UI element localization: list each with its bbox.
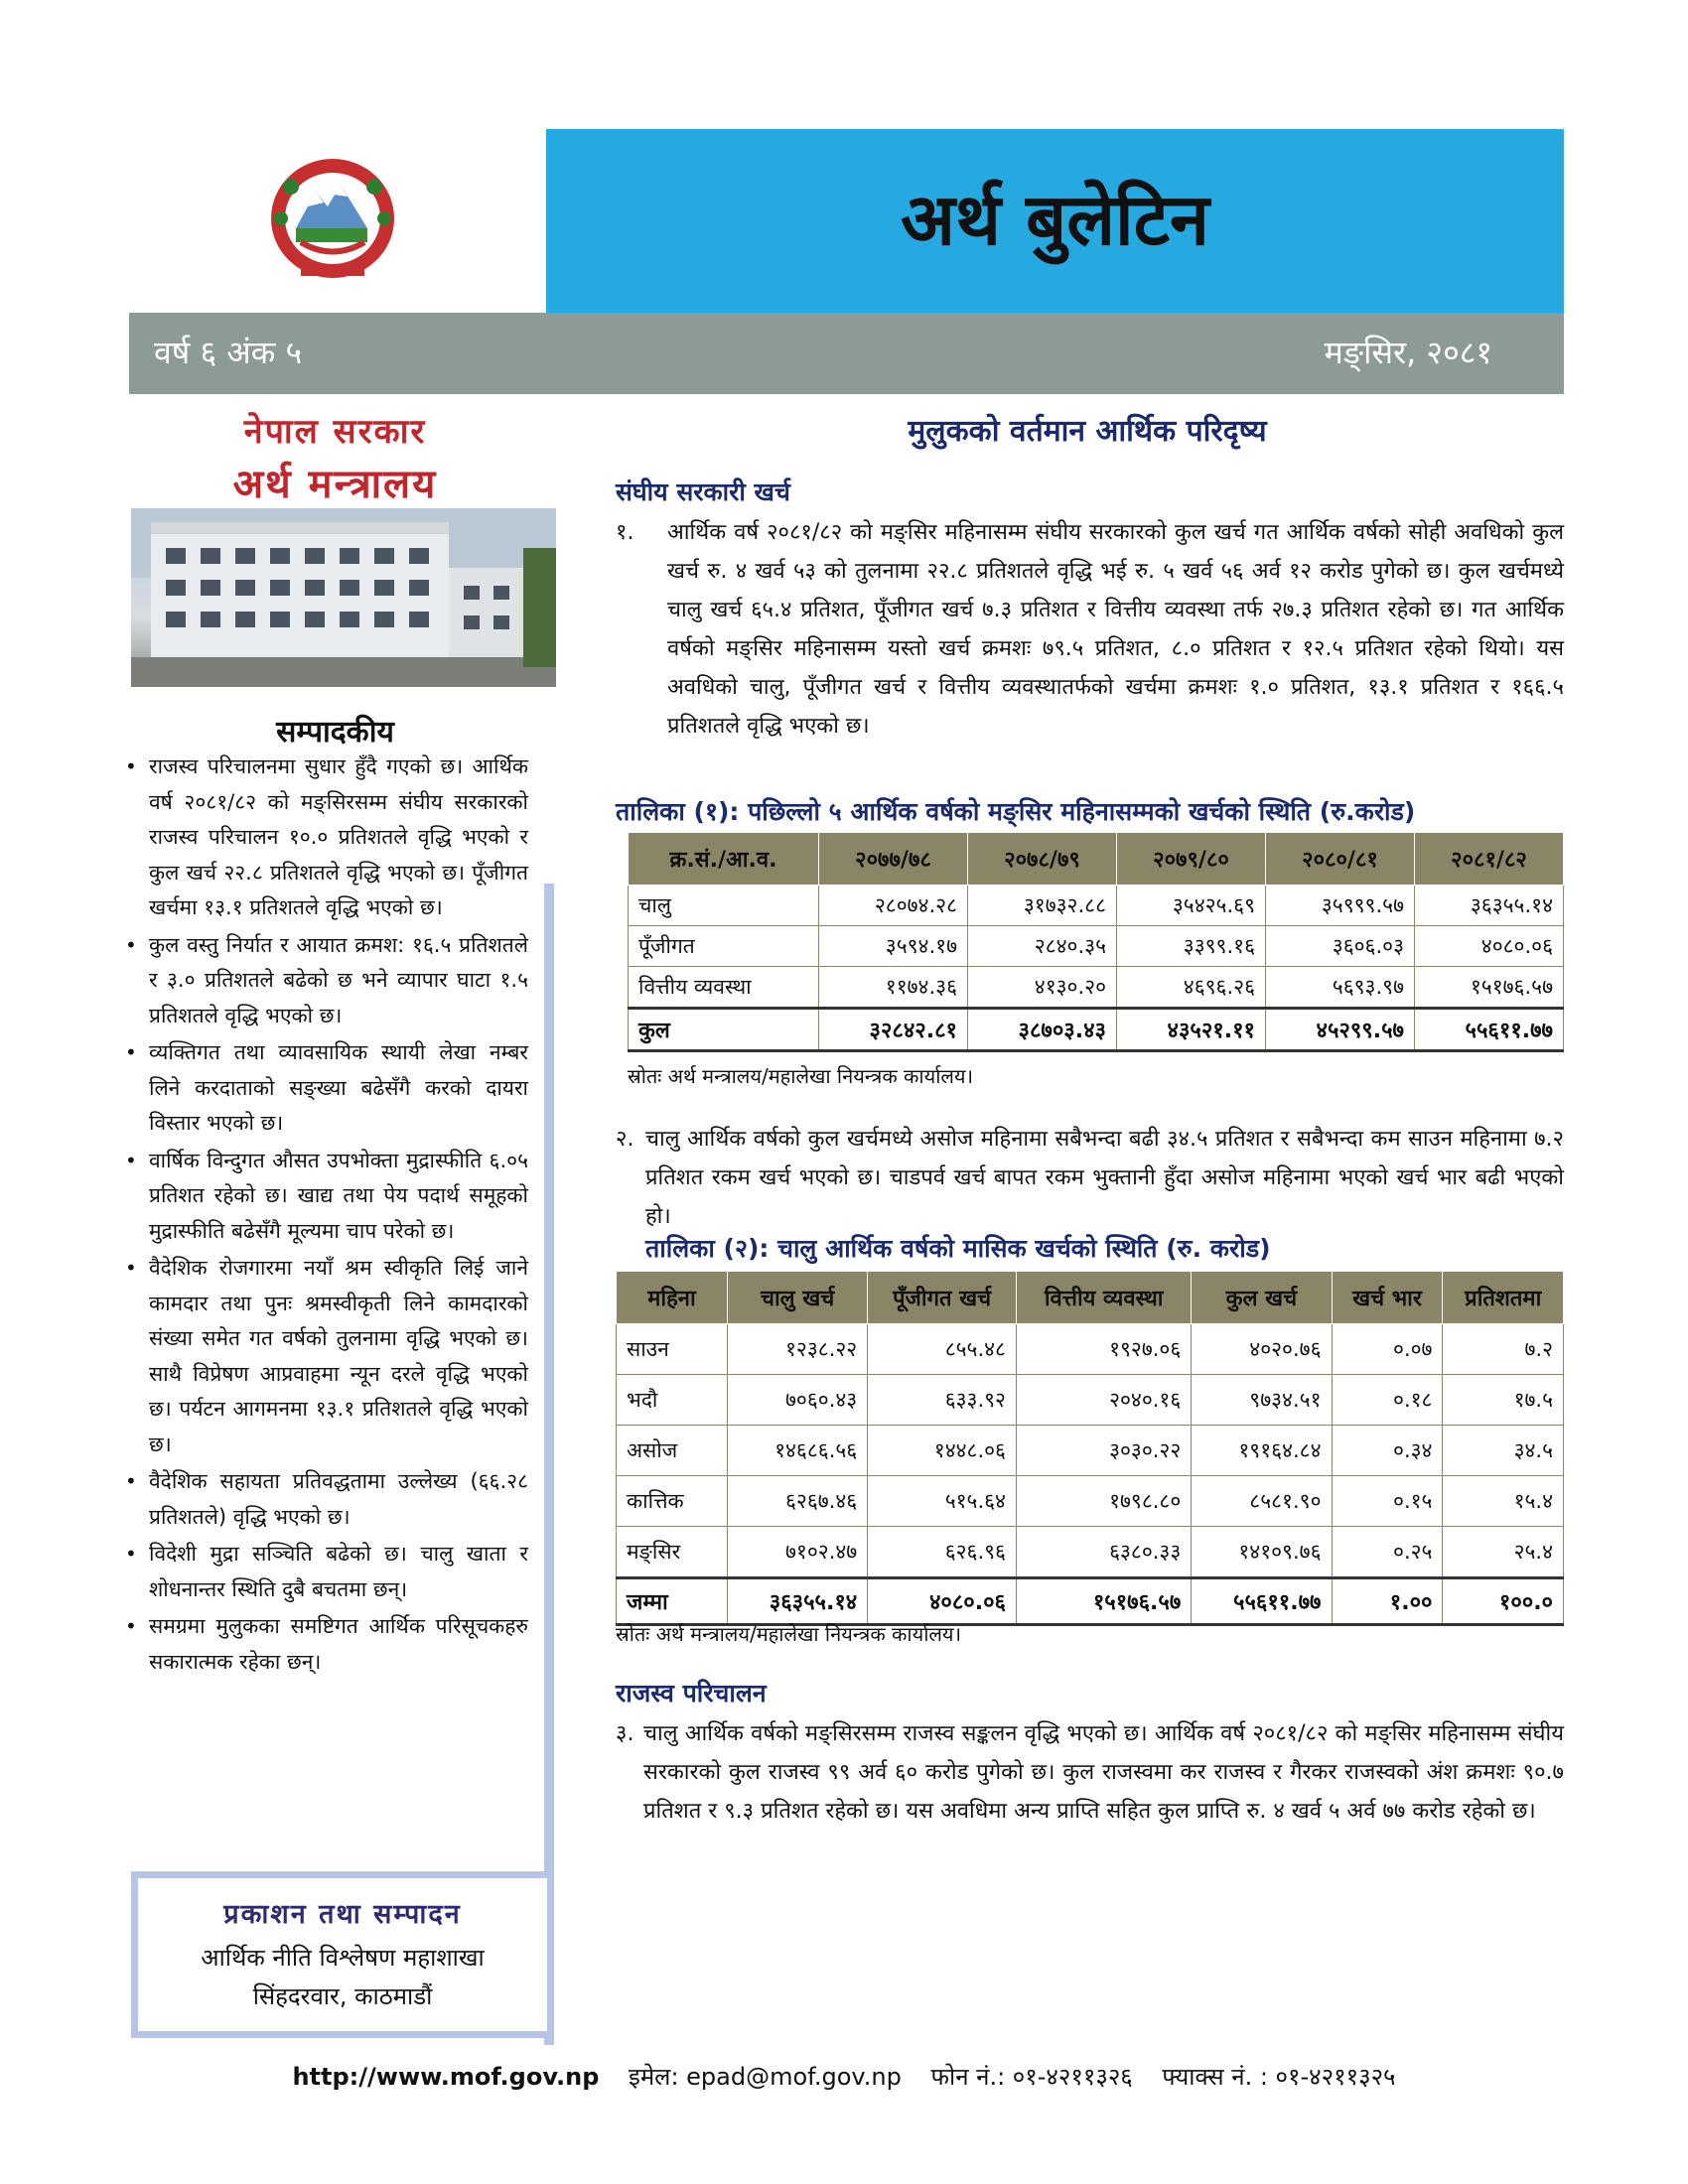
table-header-cell: खर्च भार [1332, 1272, 1443, 1324]
table-cell: १९१६४.८४ [1192, 1426, 1332, 1476]
table-header-cell: प्रतिशतमा [1443, 1272, 1564, 1324]
bullet-icon: • [125, 1614, 137, 1638]
table-cell: १००.० [1443, 1578, 1564, 1625]
table-row [617, 1527, 1564, 1578]
table-header-cell: २०७८/७९ [968, 833, 1117, 886]
table-row [617, 1375, 1564, 1426]
table-cell: ८५५.४८ [868, 1324, 1017, 1375]
table-cell: ४१३०.२० [968, 967, 1117, 1009]
table-cell: कुल [629, 1009, 819, 1051]
table-cell: जम्मा [617, 1578, 728, 1625]
editorial-heading: सम्पादकीय [276, 715, 394, 750]
paragraph-1: १. आर्थिक वर्ष २०८१/८२ को मङ्सिर महिनासम्म संघीय सरकारको कुल खर्च गत आर्थिक वर्षको सोही अवधिको कुल खर्च रु. ४ खर्व ५३ को तुलनामा २२.८ प्रतिशतले वृद्धि भई रु. ५ खर्व ५६ अर्व १२ करोड पुगेको छ। कुल खर्चमध्ये चालु खर्च ६५.४ प्रतिशत, पूँजीगत खर्च ७.३ प्रतिशत र वित्तीय व्यवस्था तर्फ २७.३ प्रतिशत रहेको छ। गत आर्थिक वर्षको मङ्सिर महिनासम्म यस्तो खर्च क्रमशः ७९.५ प्रतिशत, ८.० प्रतिशत र १२.५ प्रतिशत रहेको थियो। यस अवधिको चालु, पूँजीगत खर्च र वित्तीय व्यवस्थातर्फको खर्चमा क्रमशः १.० प्रतिशत, १३.१ प्रतिशत र १६६.५ प्रतिशतले वृद्धि भएको छ। [616, 513, 1564, 746]
table-2 [616, 1271, 1564, 1626]
table-header-row [629, 833, 1564, 886]
publication-address: सिंहदरवार, काठमाडौं [252, 1982, 433, 2010]
table-cell: पूँजीगत [629, 926, 819, 967]
bulletin-title: अर्थ बुलेटिन [901, 177, 1209, 261]
table-cell: भदौ [617, 1375, 728, 1426]
table-row [617, 1426, 1564, 1476]
table-cell: ३२८४२.८१ [819, 1009, 968, 1051]
editorial-item: • वैदेशिक सहायता प्रतिवद्धतामा उल्लेख्य (६६.२८ प्रतिशतले) वृद्धि भएको छ। [121, 1464, 528, 1535]
table-cell: ३०३०.२२ [1016, 1426, 1191, 1476]
editorial-item: • कुल वस्तु निर्यात र आयात क्रमश: १६.५ प्रतिशतले र ३.० प्रतिशतले बढेको छ भने व्यापार घाटा १.५ प्रतिशतले वृद्धि भएको छ। [121, 928, 528, 1034]
fax-contact: फ्याक्स नं. : ०१-४२११३२५ [1162, 2063, 1396, 2091]
phone-contact: फोन नं.: ०१-४२११३२६ [930, 2063, 1133, 2091]
email-contact[interactable]: इमेल: epad@mof.gov.np [629, 2063, 902, 2091]
table-row [617, 1324, 1564, 1375]
website-link[interactable]: http://www.mof.gov.np [292, 2063, 600, 2091]
table-header-cell: चालु खर्च [728, 1272, 868, 1324]
editorial-item: • समग्रमा मुलुकका समष्टिगत आर्थिक परिसूचकहरु सकारात्मक रहेका छन्। [121, 1609, 528, 1680]
issue-date: मङ्सिर, २०८१ [1324, 334, 1492, 371]
table-row [629, 926, 1564, 967]
table-cell: ५१५.६४ [868, 1476, 1017, 1527]
table-1-source: स्रोतः अर्थ मन्त्रालय/महालेखा नियन्त्रक कार्यालय। [628, 1064, 974, 1088]
table-cell: १.०० [1332, 1578, 1443, 1625]
table-cell: कात्तिक [617, 1476, 728, 1527]
table-cell: ३४.५ [1443, 1426, 1564, 1476]
subheading-revenue: राजस्व परिचालन [616, 1679, 767, 1707]
issue-band [129, 313, 1564, 394]
table-cell: ७.२ [1443, 1324, 1564, 1375]
table-cell: ६३८०.३३ [1016, 1527, 1191, 1578]
publication-title: प्रकाशन तथा सम्पादन [223, 1899, 462, 1930]
table-total-row [617, 1578, 1564, 1625]
table-cell: ३८७०३.४३ [968, 1009, 1117, 1051]
table-cell: १७.५ [1443, 1375, 1564, 1426]
table-cell: ४६९६.२६ [1117, 967, 1266, 1009]
table-cell: चालु [629, 886, 819, 926]
table-cell: ११७४.३६ [819, 967, 968, 1009]
table-cell: मङ्सिर [617, 1527, 728, 1578]
table-header-row [617, 1272, 1564, 1324]
table-cell: १४४८.०६ [868, 1426, 1017, 1476]
table-cell: ४५२९९.५७ [1266, 1009, 1415, 1051]
table-cell: ५६९३.९७ [1266, 967, 1415, 1009]
table-cell: ६३३.९२ [868, 1375, 1017, 1426]
paragraph-number: २. [616, 1127, 634, 1152]
paragraph-2: २. चालु आर्थिक वर्षको कुल खर्चमध्ये असोज महिनामा सबैभन्दा बढी ३४.५ प्रतिशत र सबैभन्दा कम साउन महिनामा ७.२ प्रतिशत रकम खर्च भएको छ। चाडपर्व खर्च बापत रकम भुक्तानी हुँदा असोज महिनामा भएको खर्च भार बढी भएको हो। [616, 1120, 1564, 1236]
bullet-icon: • [125, 932, 137, 957]
table-header-cell: क्र.सं./आ.व. [629, 833, 819, 886]
table-1-title: तालिका (१): पछिल्लो ५ आर्थिक वर्षको मङ्सिर महिनासम्मको खर्चको स्थिति (रु.करोड) [616, 797, 1416, 826]
table-cell: ४३५२१.११ [1117, 1009, 1266, 1051]
table-cell: ०.१५ [1332, 1476, 1443, 1527]
editorial-item: • राजस्व परिचालनमा सुधार हुँदै गएको छ। आर्थिक वर्ष २०८१/८२ को मङ्सिरसम्म संघीय सरकारको राजस्व परिचालन १०.० प्रतिशतले वृद्धि भएको र कुल खर्च २२.८ प्रतिशतले वृद्धि भएको छ। पूँजीगत खर्चमा १३.१ प्रतिशतले वृद्धि भएको छ। [121, 750, 528, 926]
table-cell: ४०८०.०६ [868, 1578, 1017, 1625]
table-cell: ०.०७ [1332, 1324, 1443, 1375]
table-header-cell: २०७७/७८ [819, 833, 968, 886]
table-cell: १२३८.२२ [728, 1324, 868, 1375]
table-cell: ४०२०.७६ [1192, 1324, 1332, 1375]
nepal-emblem [256, 147, 410, 286]
table-cell: २०४०.१६ [1016, 1375, 1191, 1426]
table-cell: ५५६११.७७ [1415, 1009, 1564, 1051]
table-cell: ७१०२.४७ [728, 1527, 868, 1578]
table-cell: ३५९९९.५७ [1266, 886, 1415, 926]
paragraph-number: १. [616, 520, 634, 545]
publication-box [131, 1871, 554, 2038]
editorial-item: • वैदेशिक रोजगारमा नयाँ श्रम स्वीकृति लिई जाने कामदार तथा पुनः श्रमस्वीकृती लिने कामदारको संख्या समेत गत वर्षको तुलनामा वृद्धि भएको छ। साथै विप्रेषण आप्रवाहमा न्यून दरले वृद्धि भएको छ। पर्यटन आगमनमा १३.१ प्रतिशतले वृद्धि भएको छ। [121, 1251, 528, 1462]
subheading-federal-expenditure: संघीय सरकारी खर्च [616, 478, 790, 506]
footer [0, 2060, 1688, 2093]
table-cell: ३६३५५.१४ [1415, 886, 1564, 926]
table-cell: १७९८.८० [1016, 1476, 1191, 1527]
table-cell: १९२७.०६ [1016, 1324, 1191, 1375]
table-header-cell: महिना [617, 1272, 728, 1324]
table-row [617, 1476, 1564, 1527]
editorial-item: • व्यक्तिगत तथा व्यावसायिक स्थायी लेखा नम्बर लिने करदाताको सङ्ख्या बढेसँगै करको दायरा विस्तार भएको छ। [121, 1035, 528, 1142]
table-cell: १५.४ [1443, 1476, 1564, 1527]
bullet-icon: • [125, 1469, 137, 1493]
government-name: नेपाल सरकार [243, 412, 427, 452]
bullet-icon: • [125, 754, 137, 778]
table-cell: ६२६.९६ [868, 1527, 1017, 1578]
table-cell: २५.४ [1443, 1527, 1564, 1578]
table-cell: वित्तीय व्यवस्था [629, 967, 819, 1009]
table-cell: ०.१८ [1332, 1375, 1443, 1426]
table-cell: ०.३४ [1332, 1426, 1443, 1476]
paragraph-number: ३. [616, 1721, 634, 1746]
publication-division: आर्थिक नीति विश्लेषण महाशाखा [201, 1944, 485, 1972]
paragraph-3: ३. चालु आर्थिक वर्षको मङ्सिरसम्म राजस्व सङ्कलन वृद्धि भएको छ। आर्थिक वर्ष २०८१/८२ को मङ्सिर महिनासम्म संघीय सरकारको कुल राजस्व ९९ अर्व ६० करोड पुगेको छ। कुल राजस्वमा कर राजस्व र गैरकर राजस्वको अंश क्रमशः ९०.७ प्रतिशत र ९.३ प्रतिशत रहेको छ। यस अवधिमा अन्य प्राप्ति सहित कुल प्राप्ति रु. ४ खर्व ५ अर्व ७७ करोड रहेको छ। [616, 1714, 1564, 1831]
issue-number: वर्ष ६ अंक ५ [154, 334, 303, 371]
bullet-icon: • [125, 1148, 137, 1172]
table-cell: ५५६११.७७ [1192, 1578, 1332, 1625]
table-row [629, 967, 1564, 1009]
table-cell: ३५४२५.६९ [1117, 886, 1266, 926]
table-total-row [629, 1009, 1564, 1051]
ministry-name: अर्थ मन्त्रालय [232, 462, 438, 507]
ministry-building-image [131, 508, 556, 687]
table-cell: ०.२५ [1332, 1527, 1443, 1578]
table-row [629, 886, 1564, 926]
table-cell: २८०७४.२८ [819, 886, 968, 926]
table-cell: ३५९४.१७ [819, 926, 968, 967]
bullet-icon: • [125, 1542, 137, 1566]
table-cell: ७०६०.४३ [728, 1375, 868, 1426]
table-header-cell: कुल खर्च [1192, 1272, 1332, 1324]
table-cell: १४६८६.५६ [728, 1426, 868, 1476]
bullet-icon: • [125, 1256, 137, 1280]
table-cell: ४०८०.०६ [1415, 926, 1564, 967]
table-cell: साउन [617, 1324, 728, 1375]
table-header-cell: पूँजीगत खर्च [868, 1272, 1017, 1324]
table-header-cell: २०७९/८० [1117, 833, 1266, 886]
table-cell: १५१७६.५७ [1415, 967, 1564, 1009]
table-cell: ९७३४.५१ [1192, 1375, 1332, 1426]
table-cell: ३६०६.०३ [1266, 926, 1415, 967]
title-band [546, 129, 1564, 313]
table-header-cell: २०८१/८२ [1415, 833, 1564, 886]
bullet-icon: • [125, 1040, 137, 1064]
section-title: मुलुकको वर्तमान आर्थिक परिदृष्य [908, 414, 1267, 449]
table-cell: ३१७३२.८८ [968, 886, 1117, 926]
table-2-source: स्रोतः अर्थ मन्त्रालय/महालेखा नियन्त्रक कार्यालय। [616, 1622, 962, 1646]
table-cell: असोज [617, 1426, 728, 1476]
table-cell: २८४०.३५ [968, 926, 1117, 967]
table-1 [628, 832, 1564, 1052]
editorial-item: • विदेशी मुद्रा सञ्चिति बढेको छ। चालु खाता र शोधनान्तर स्थिति दुबै बचतमा छन्। [121, 1537, 528, 1607]
table-cell: १४१०९.७६ [1192, 1527, 1332, 1578]
table-cell: ३६३५५.१४ [728, 1578, 868, 1625]
table-cell: ६२६७.४६ [728, 1476, 868, 1527]
editorial-item: • वार्षिक विन्दुगत औसत उपभोक्ता मुद्रास्फीति ६.०५ प्रतिशत रहेको छ। खाद्य तथा पेय पदार्थ समूहको मुद्रास्फीति बढेसँगै मूल्यमा चाप परेको छ। [121, 1144, 528, 1250]
table-cell: ८५८१.९० [1192, 1476, 1332, 1527]
table-cell: १५१७६.५७ [1016, 1578, 1191, 1625]
table-cell: ३३९९.१६ [1117, 926, 1266, 967]
table-header-cell: वित्तीय व्यवस्था [1016, 1272, 1191, 1324]
editorial-list [121, 750, 528, 1682]
table-2-title: तालिका (२): चालु आर्थिक वर्षको मासिक खर्चको स्थिति (रु. करोड) [645, 1234, 1271, 1263]
table-header-cell: २०८०/८१ [1266, 833, 1415, 886]
